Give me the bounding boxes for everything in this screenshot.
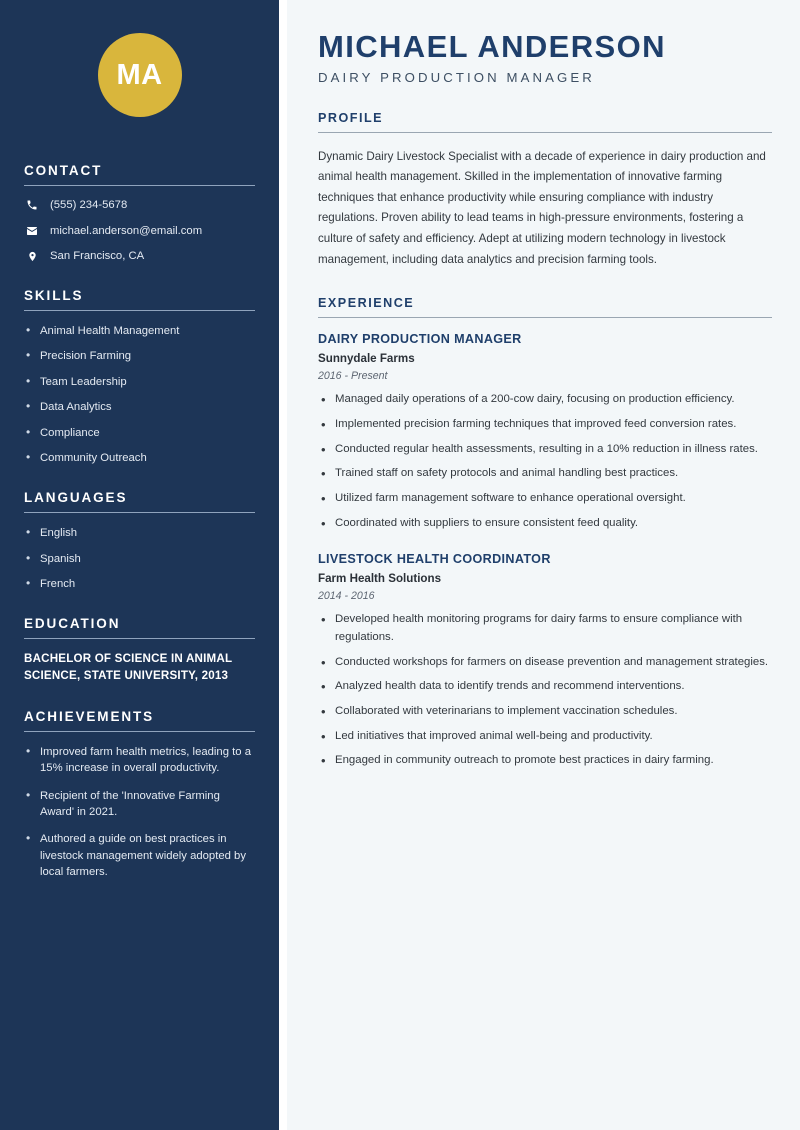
profile-text: Dynamic Dairy Livestock Specialist with a decade of experience in dairy production and animal health management. Skilled in the implementation of innovative farming techniques that enhance productivity while ensuring compliance with industry regulations. Proven ability to lead teams in high-pressure environments, fostering a culture of safety and efficiency. Adept at utilizing modern technology in livestock management, including data analytics and precision farming tools. <box>318 149 766 266</box>
experience-divider <box>318 317 772 318</box>
list-item: • Engaged in community outreach to promote best practices in dairy farming. <box>318 752 772 770</box>
page-title: MICHAEL ANDERSON <box>318 29 666 64</box>
languages-section <box>24 490 255 592</box>
contact-item-email[interactable] <box>24 224 255 239</box>
list-item: • Data Analytics <box>24 399 255 415</box>
languages-divider <box>24 512 255 513</box>
contact-list <box>24 198 255 264</box>
experience-section <box>318 296 772 770</box>
list-item: • Implemented precision farming techniques that improved feed conversion rates. <box>318 416 772 434</box>
contact-heading: CONTACT <box>24 163 103 178</box>
experience-dates: 2016 - Present <box>318 370 388 383</box>
list-item: • Authored a guide on best practices in livestock management widely adopted by local farmers. <box>24 831 255 880</box>
experience-company: Sunnydale Farms <box>318 352 415 366</box>
skills-list <box>24 323 255 466</box>
avatar: MA <box>98 33 182 117</box>
languages-heading: LANGUAGES <box>24 490 128 506</box>
skills-divider <box>24 310 255 311</box>
list-item: • Precision Farming <box>24 348 255 364</box>
education-heading: EDUCATION <box>24 616 121 632</box>
list-item: • Managed daily operations of a 200-cow dairy, focusing on production efficiency. <box>318 391 772 409</box>
list-item: • Recipient of the 'Innovative Farming Award' in 2021. <box>24 788 255 821</box>
profile-divider <box>318 132 772 133</box>
contact-divider <box>24 185 255 186</box>
experience-dates: 2014 - 2016 <box>318 590 375 603</box>
contact-item-phone[interactable] <box>24 198 255 213</box>
list-item: • English <box>24 525 255 541</box>
list-item: • Conducted workshops for farmers on disease prevention and management strategies. <box>318 654 772 672</box>
contact-value-phone: (555) 234-5678 <box>50 199 128 211</box>
list-item: • Utilized farm management software to enhance operational oversight. <box>318 490 772 508</box>
list-item: • Collaborated with veterinarians to implement vaccination schedules. <box>318 703 772 721</box>
phone-icon <box>24 199 40 211</box>
list-item: • Improved farm health metrics, leading to a 15% increase in overall productivity. <box>24 744 255 777</box>
list-item: • Analyzed health data to identify trends and recommend interventions. <box>318 678 772 696</box>
list-item: • Community Outreach <box>24 450 255 466</box>
list-item: • Developed health monitoring programs for dairy farms to ensure compliance with regulations. <box>318 611 772 646</box>
achievements-section <box>24 709 255 881</box>
achievements-list <box>24 744 255 881</box>
experience-entry <box>318 552 772 770</box>
list-item: • Spanish <box>24 551 255 567</box>
experience-role: DAIRY PRODUCTION MANAGER <box>318 332 522 347</box>
envelope-icon <box>24 225 40 237</box>
list-item: • Conducted regular health assessments, resulting in a 10% reduction in illness rates. <box>318 441 772 459</box>
experience-entry <box>318 332 772 532</box>
list-item: • Animal Health Management <box>24 323 255 339</box>
education-divider <box>24 638 255 639</box>
list-item: • Compliance <box>24 425 255 441</box>
contact-value-email: michael.anderson@email.com <box>50 224 203 237</box>
contact-item-location[interactable] <box>24 249 255 264</box>
achievements-divider <box>24 731 255 732</box>
experience-heading: EXPERIENCE <box>318 296 415 311</box>
list-item: • French <box>24 576 255 592</box>
contact-section <box>24 163 255 264</box>
education-section <box>24 616 255 685</box>
location-pin-icon <box>24 250 40 263</box>
contact-value-location: San Francisco, CA <box>50 250 145 263</box>
sidebar <box>0 0 279 1130</box>
achievements-heading: ACHIEVEMENTS <box>24 708 155 724</box>
list-item: • Coordinated with suppliers to ensure consistent feed quality. <box>318 515 772 533</box>
experience-bullets <box>318 391 772 532</box>
profile-section <box>318 111 772 271</box>
languages-list <box>24 525 255 592</box>
list-item: • Trained staff on safety protocols and animal handling best practices. <box>318 465 772 483</box>
experience-role: LIVESTOCK HEALTH COORDINATOR <box>318 552 551 567</box>
list-item: • Led initiatives that improved animal well-being and productivity. <box>318 728 772 746</box>
avatar-container <box>24 0 255 163</box>
list-item: • Team Leadership <box>24 374 255 390</box>
experience-bullets <box>318 611 772 770</box>
skills-section <box>24 288 255 466</box>
profile-heading: PROFILE <box>318 110 384 125</box>
experience-company: Farm Health Solutions <box>318 572 442 586</box>
main-content <box>279 0 800 1130</box>
job-title-subtitle: DAIRY PRODUCTION MANAGER <box>318 69 595 85</box>
skills-heading: SKILLS <box>24 288 84 304</box>
education-entry: BACHELOR OF SCIENCE IN ANIMAL SCIENCE, STATE UNIVERSITY, 2013 <box>24 652 233 683</box>
